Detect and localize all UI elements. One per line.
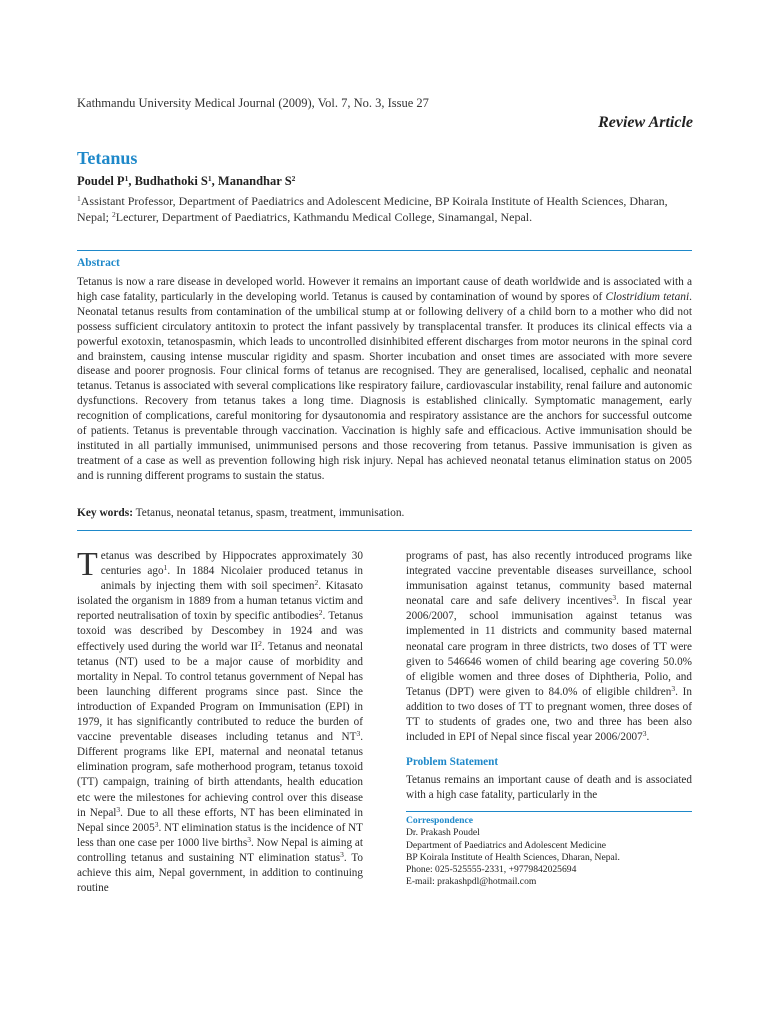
correspondence-heading: Correspondence [406, 815, 473, 826]
keywords-label: Key words: [77, 507, 133, 519]
body-text: . Tetanus toxoid was described by Descombey in 1924 and was effectively used during the world war II [77, 610, 363, 653]
body-paragraph: Tetanus remains an important cause of death and is associated with a high case fatality, particularly in the [406, 774, 692, 802]
article-type: Review Article [598, 114, 693, 131]
keywords-list: Tetanus, neonatal tetanus, spasm, treatment, immunisation. [133, 507, 405, 519]
body-column-right [406, 549, 692, 804]
affiliation-text: Assistant Professor, Department of Paediatrics and Adolescent Medicine, BP Koirala Institute of Health Sciences, Dharan, Nepal; [77, 194, 668, 224]
correspondence-phone: Phone: 025-525555-2331, +9779842025694 [406, 864, 577, 876]
correspondence-divider [406, 811, 692, 812]
body-text: etanus was described by Hippocrates approximately 30 centuries ago [100, 550, 363, 578]
citation-ref: 2 [314, 578, 319, 588]
correspondence-block [406, 815, 692, 889]
citation-ref: 1 [163, 563, 168, 573]
affiliation-marker: 2 [112, 209, 116, 219]
body-text: . In fiscal year 2006/2007, school immunisation against tetanus was implemented in 11 districts and community based maternal neonatal care program in three districts, two doses of TT were given to 546646 women of child bearing age covering 50.0% of eligible women and three doses of Diphtheria, Polio, and Tetanus (DPT) were given to 84.0% of eligible children [406, 595, 692, 698]
citation-ref: 3 [671, 683, 676, 693]
correspondence-email: E-mail: prakashpdl@hotmail.com [406, 876, 537, 888]
author-affiliations [77, 194, 692, 225]
affiliation-marker: 1 [77, 194, 81, 203]
body-text: . Kitasato isolated the organism in 1889 from a human tetanus victim and reported neutralisation of toxin by specific antibodies [77, 580, 363, 623]
abstract-heading: Abstract [77, 257, 120, 269]
citation-ref: 3 [340, 849, 344, 859]
journal-citation: Kathmandu University Medical Journal (2009), Vol. 7, No. 3, Issue 27 [77, 96, 429, 110]
citation-ref: 3 [247, 834, 251, 844]
citation-ref: 3 [154, 819, 159, 829]
section-divider [77, 530, 692, 531]
body-text: . In 1884 Nicolaier produced tetanus in animals by injecting them with soil specimen [100, 565, 363, 593]
body-text: . Now Nepal is aiming at controlling tetanus and sustaining NT elimination status [77, 836, 363, 864]
body-column-left [77, 546, 364, 896]
citation-ref: 3 [356, 729, 361, 739]
correspondence-name: Dr. Prakash Poudel [406, 827, 480, 839]
article-title: Tetanus [77, 148, 138, 168]
body-text: . NT elimination status is the incidence of NT less than one case per 1000 live births [77, 821, 364, 849]
problem-statement-heading: Problem Statement [406, 756, 499, 769]
affiliation-marker: 2 [291, 174, 296, 183]
body-text: . Tetanus and neonatal tetanus (NT) used to be a major cause of morbidity and mortality in Nepal. To control tetanus government of Nepal has been launching different programs since past. Since the introduction of Expanded Program on Immunisation (EPI) in 1979, it has significantly contributed to reduce the burden of vaccine preventable diseases including tetanus and NT [77, 640, 363, 744]
citation-ref: 3 [612, 593, 617, 603]
drop-cap: T [77, 546, 98, 583]
citation-ref: 2 [318, 608, 323, 618]
abstract-text [77, 275, 692, 484]
abstract-text-part: Tetanus is now a rare disease in developed world. However it remains an important cause of death worldwide and is associated with a high case fatality, particularly in the developing world. Tetanus is caused by contamination of wound by spores of [77, 276, 692, 303]
body-text: . To achieve this aim, Nepal government, in addition to continuing routine [77, 851, 363, 895]
author-name: , Budhathoki S [128, 174, 208, 188]
section-divider [77, 250, 692, 251]
citation-ref: 3 [642, 729, 647, 739]
body-text: . [646, 731, 650, 744]
abstract-text-part: . Neonatal tetanus results from contamination of the umbilical stump at or following delivery of a child born to a mother who did not possess sufficient circulatory antitoxin to protect the infant passively by transplacental transfer. It produces its clinical effects via a powerful exotoxin, tetanospasmin, which leads to uncontrolled disinhibited efferent discharges from motor neurons in the spinal cord and brainstem, causing intense muscular rigidity and spasm. Shorter incubation and onset times are associated with more severe disease and poorer prognosis. Four clinical forms of tetanus are recognised. They are generalised, localised, cephalic and neonatal tetanus. Tetanus is associated with several complications like respiratory failure, cardiovascular instability, renal failure and autonomic dysfunctions. Recovery from tetanus takes a long time. Diagnosis is established clinically. Symptomatic management, early recognition of complications, careful monitoring for dysautonomia and respiratory assistance are the anchors for successful outcome of patients. Tetanus is preventable through vaccination. Vaccination is highly safe and efficacious. Active immunisation should be instituted in all partially immunised, unimmunised persons and those recovering from tetanus. Passive immunisation is given as treatment of a case as well as prevention following high risk injury. Nepal has achieved neonatal tetanus elimination status on 2005 and is running different programs to sustain the status. [77, 290, 692, 482]
affiliation-marker: 1 [124, 174, 129, 183]
author-name: Poudel P [77, 174, 125, 188]
organism-name: Clostridium tetani [605, 290, 690, 303]
affiliation-text: Lecturer, Department of Paediatrics, Kathmandu Medical College, Sinamangal, Nepal. [115, 209, 533, 224]
citation-ref: 2 [258, 638, 262, 648]
correspondence-institute: BP Koirala Institute of Health Sciences, Dharan, Nepal. [406, 851, 620, 863]
correspondence-department: Department of Paediatrics and Adolescent Medicine [406, 839, 607, 851]
affiliation-marker: 1 [207, 174, 212, 183]
body-text: programs of past, has also recently introduced programs like integrated vaccine preventable diseases surveillance, school immunisation against tetanus, community based maternal neonatal care and safe delivery incentives [406, 550, 692, 608]
body-paragraph [406, 549, 692, 745]
body-text: . Due to all these efforts, NT has been eliminated in Nepal since 2005 [77, 806, 363, 834]
author-name: , Manandhar S [211, 174, 292, 188]
citation-ref: 3 [116, 804, 121, 814]
body-text: . Different programs like EPI, maternal and neonatal tetanus elimination program, safe motherhood program, tetanus toxoid (TT) campaign, training of birth attendants, health education etc were the milestones for achieving control over this disease in Nepal [77, 731, 363, 819]
keywords [77, 507, 692, 519]
author-list [77, 174, 295, 189]
body-text: . In addition to two doses of TT to pregnant women, three doses of TT to students of grades one, two and three has been also included in EPI of Nepal since fiscal year 2006/2007 [406, 685, 692, 744]
